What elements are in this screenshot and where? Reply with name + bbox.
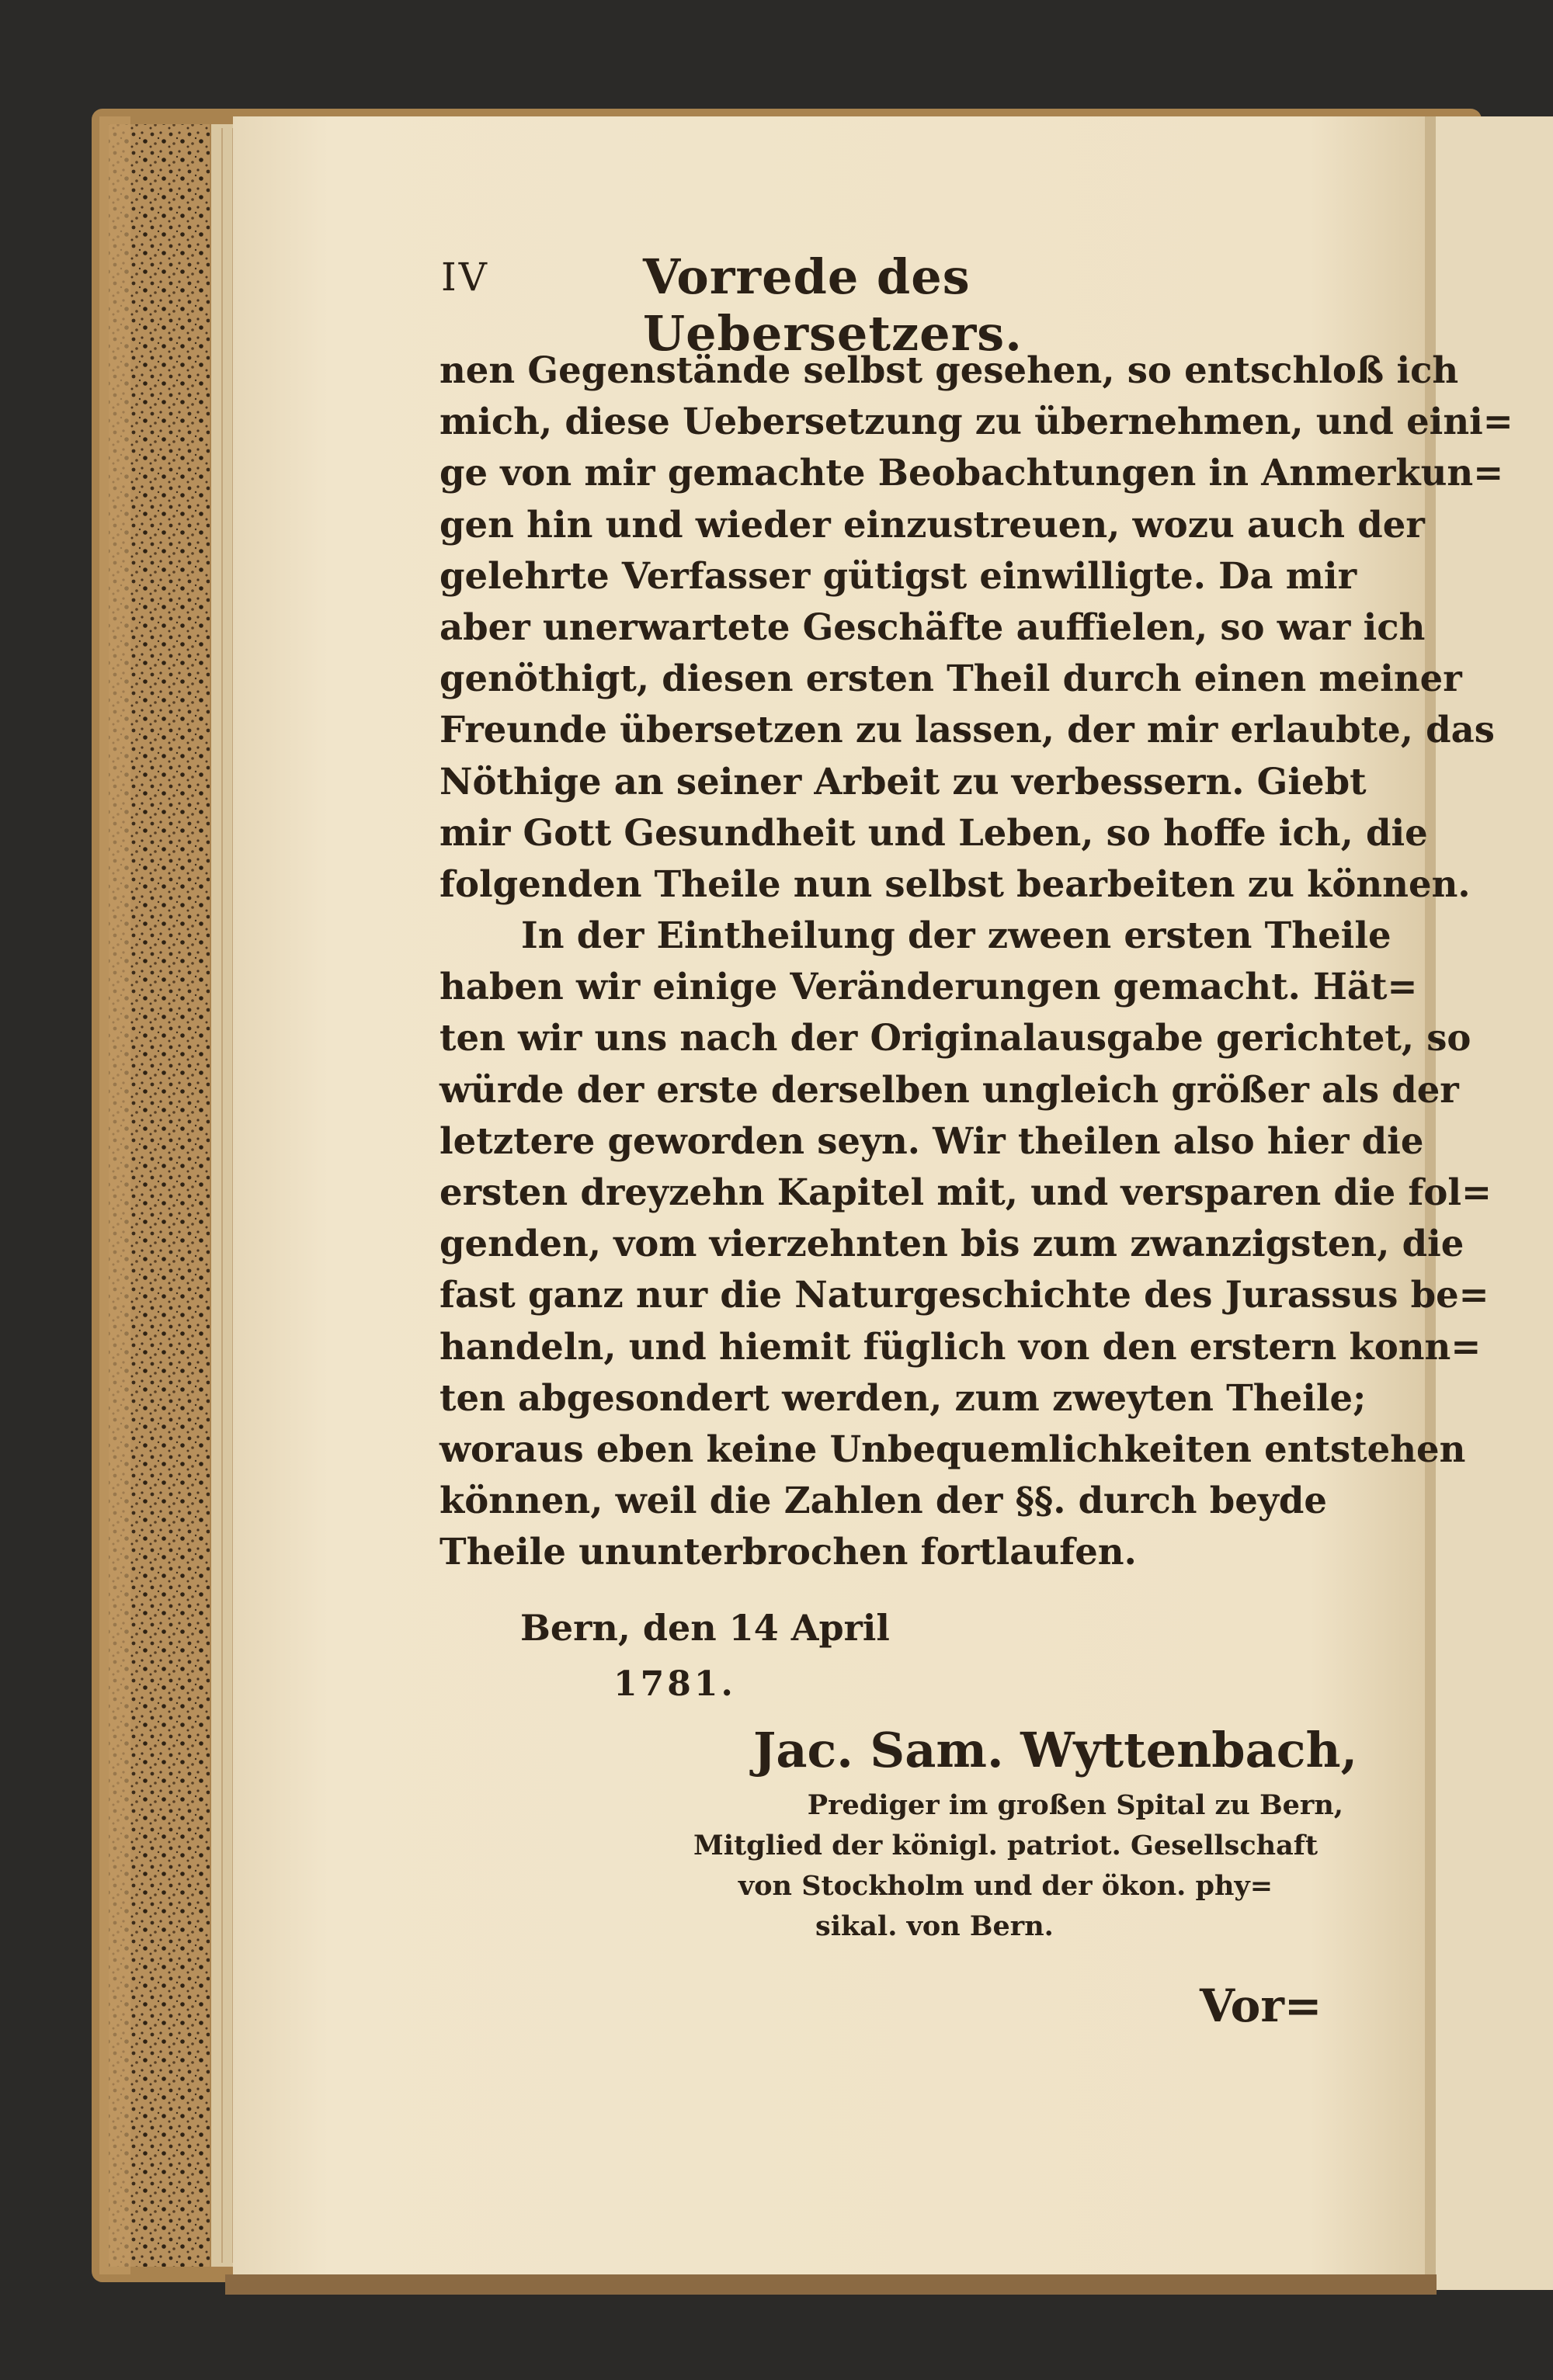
text-line: aber unerwartete Geschäfte auffielen, so war ich — [439, 605, 1426, 648]
body-text — [439, 345, 1513, 1578]
year: 1781. — [613, 1664, 736, 1704]
signature-title-line: sikal. von Bern. — [815, 1910, 1054, 1942]
catchword: Vor= — [1200, 1979, 1322, 2032]
text-line: folgenden Theile nun selbst bearbeiten zu können. — [439, 862, 1471, 905]
text-line: Theile ununterbrochen fortlaufen. — [439, 1530, 1137, 1573]
place-date: Bern, den 14 April — [520, 1607, 890, 1649]
text-line: Nöthige an seiner Arbeit zu verbessern. Giebt — [439, 759, 1367, 803]
text-line: ersten dreyzehn Kapitel mit, und versparen die fol= — [439, 1171, 1492, 1213]
text-line: letztere geworden seyn. Wir theilen also hier die — [439, 1119, 1424, 1162]
text-line: woraus eben keine Unbequemlichkeiten entstehen — [439, 1427, 1466, 1470]
running-head: Vorrede des Uebersetzers. — [643, 248, 1023, 362]
signature-title-line: von Stockholm und der ökon. phy= — [738, 1870, 1273, 1902]
page-header — [432, 248, 1325, 362]
text-line: haben wir einige Veränderungen gemacht. Hät= — [439, 965, 1418, 1008]
page-number: IV — [441, 255, 489, 300]
text-line: mir Gott Gesundheit und Leben, so hoffe ich, die — [439, 810, 1428, 854]
signature-name: Jac. Sam. Wyttenbach, — [753, 1722, 1358, 1778]
text-line: können, weil die Zahlen der §§. durch beyde — [439, 1479, 1327, 1522]
text-line: nen Gegenstände selbst gesehen, so entschloß ich — [439, 349, 1459, 391]
text-line: ten abgesondert werden, zum zweyten Theile; — [439, 1376, 1367, 1419]
text-line: fast ganz nur die Naturgeschichte des Jurassus be= — [439, 1273, 1489, 1317]
text-line: ge von mir gemachte Beobachtungen in Anmerkun= — [439, 451, 1504, 494]
text-line: Freunde übersetzen zu lassen, der mir erlaubte, das — [439, 708, 1495, 751]
text-line: handeln, und hiemit füglich von den erstern konn= — [439, 1324, 1482, 1368]
text-line: mich, diese Uebersetzung zu übernehmen, und eini= — [439, 400, 1513, 443]
signature-title-line: Prediger im großen Spital zu Bern, — [807, 1789, 1343, 1821]
text-line: genden, vom vierzehnten bis zum zwanzigsten, die — [439, 1222, 1464, 1265]
text-line: würde der erste derselben ungleich größer als der — [439, 1067, 1459, 1111]
text-line: In der Eintheilung der zween ersten Theile — [521, 914, 1391, 957]
text-line: gen hin und wieder einzustreuen, wozu auch der — [439, 502, 1425, 546]
text-line: genöthigt, diesen ersten Theil durch einen meiner — [439, 657, 1462, 700]
text-line: gelehrte Verfasser gütigst einwilligte. Da mir — [439, 553, 1357, 597]
signature-titles — [668, 1785, 1343, 1947]
signature-title-line: Mitglied der königl. patriot. Gesellschaft — [693, 1830, 1318, 1861]
text-line: ten wir uns nach der Originalausgabe gerichtet, so — [439, 1016, 1471, 1060]
